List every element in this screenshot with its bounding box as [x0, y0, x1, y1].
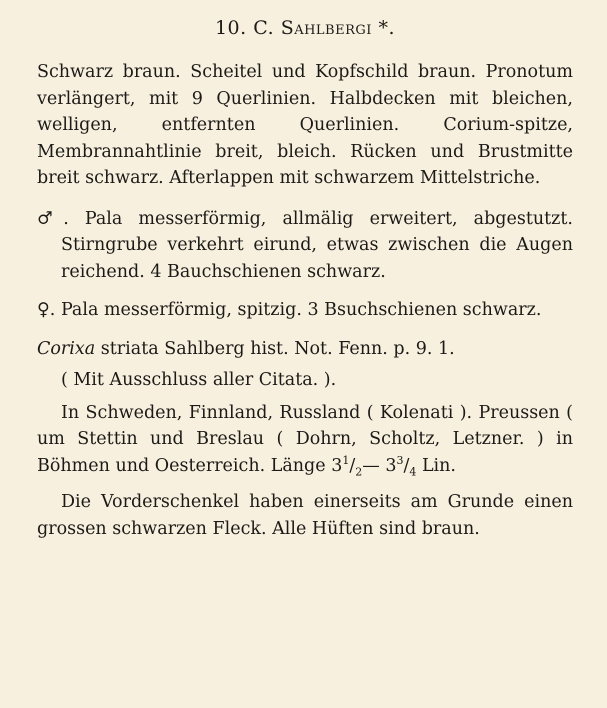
length-dash: — — [362, 455, 380, 476]
male-text: Pala messerförmig, allmälig erweitert, abgestutzt. Stirngrube verkehrt eirund, etwas zwischen die Augen reichend. 4 Bauchschienen schwarz. — [61, 208, 573, 282]
female-text: Pala messerförmig, spitzig. 3 Bsuchschienen schwarz. — [60, 300, 542, 320]
length-unit: Lin. — [421, 455, 456, 476]
synonym-note: ( Mit Ausschluss aller Citata. ). — [61, 370, 337, 390]
distribution — [37, 400, 573, 480]
remark: Die Vorderschenkel haben einerseits am Grunde einen grossen schwarzen Fleck. Alle Hüften sind braun. — [37, 492, 573, 539]
length-max: $3^3/_4$ — [385, 453, 417, 478]
synonym-citation: striata Sahlberg hist. Not. Fenn. p. 9. 1. — [100, 338, 455, 359]
genus-abbreviation: C. — [253, 17, 275, 39]
species-description: Schwarz braun. Scheitel und Kopfschild braun. Pronotum verlängert, mit 9 Querlinien. Halbdecken mit bleichen, welligen, entfernten Querlinien. Corium-spitze, Membrannahtlinie breit, bleich. Rücken und Brustmitte breit schwarz. Afterlappen mit schwarzem Mittelstriche. — [37, 62, 573, 188]
synonym-genus: Corixa — [37, 338, 96, 359]
female-symbol: ♀. — [37, 300, 56, 320]
distribution-text: In Schweden, Finnland, Russland ( Kolenati ). Preussen ( um Stettin und Breslau ( Dohrn, Scholtz, Letzner. ) in Böhmen und Oesterreich. Länge — [37, 402, 573, 476]
female-description — [37, 297, 573, 324]
male-symbol: ♂. — [37, 208, 69, 229]
synonym-reference — [37, 336, 573, 363]
species-mark: *. — [378, 17, 396, 39]
species-heading — [37, 14, 573, 42]
length-min: $3^1/_2$ — [331, 453, 363, 478]
species-name: Sahlbergi — [280, 17, 372, 39]
male-description — [37, 206, 573, 286]
species-number: 10. — [214, 17, 247, 39]
